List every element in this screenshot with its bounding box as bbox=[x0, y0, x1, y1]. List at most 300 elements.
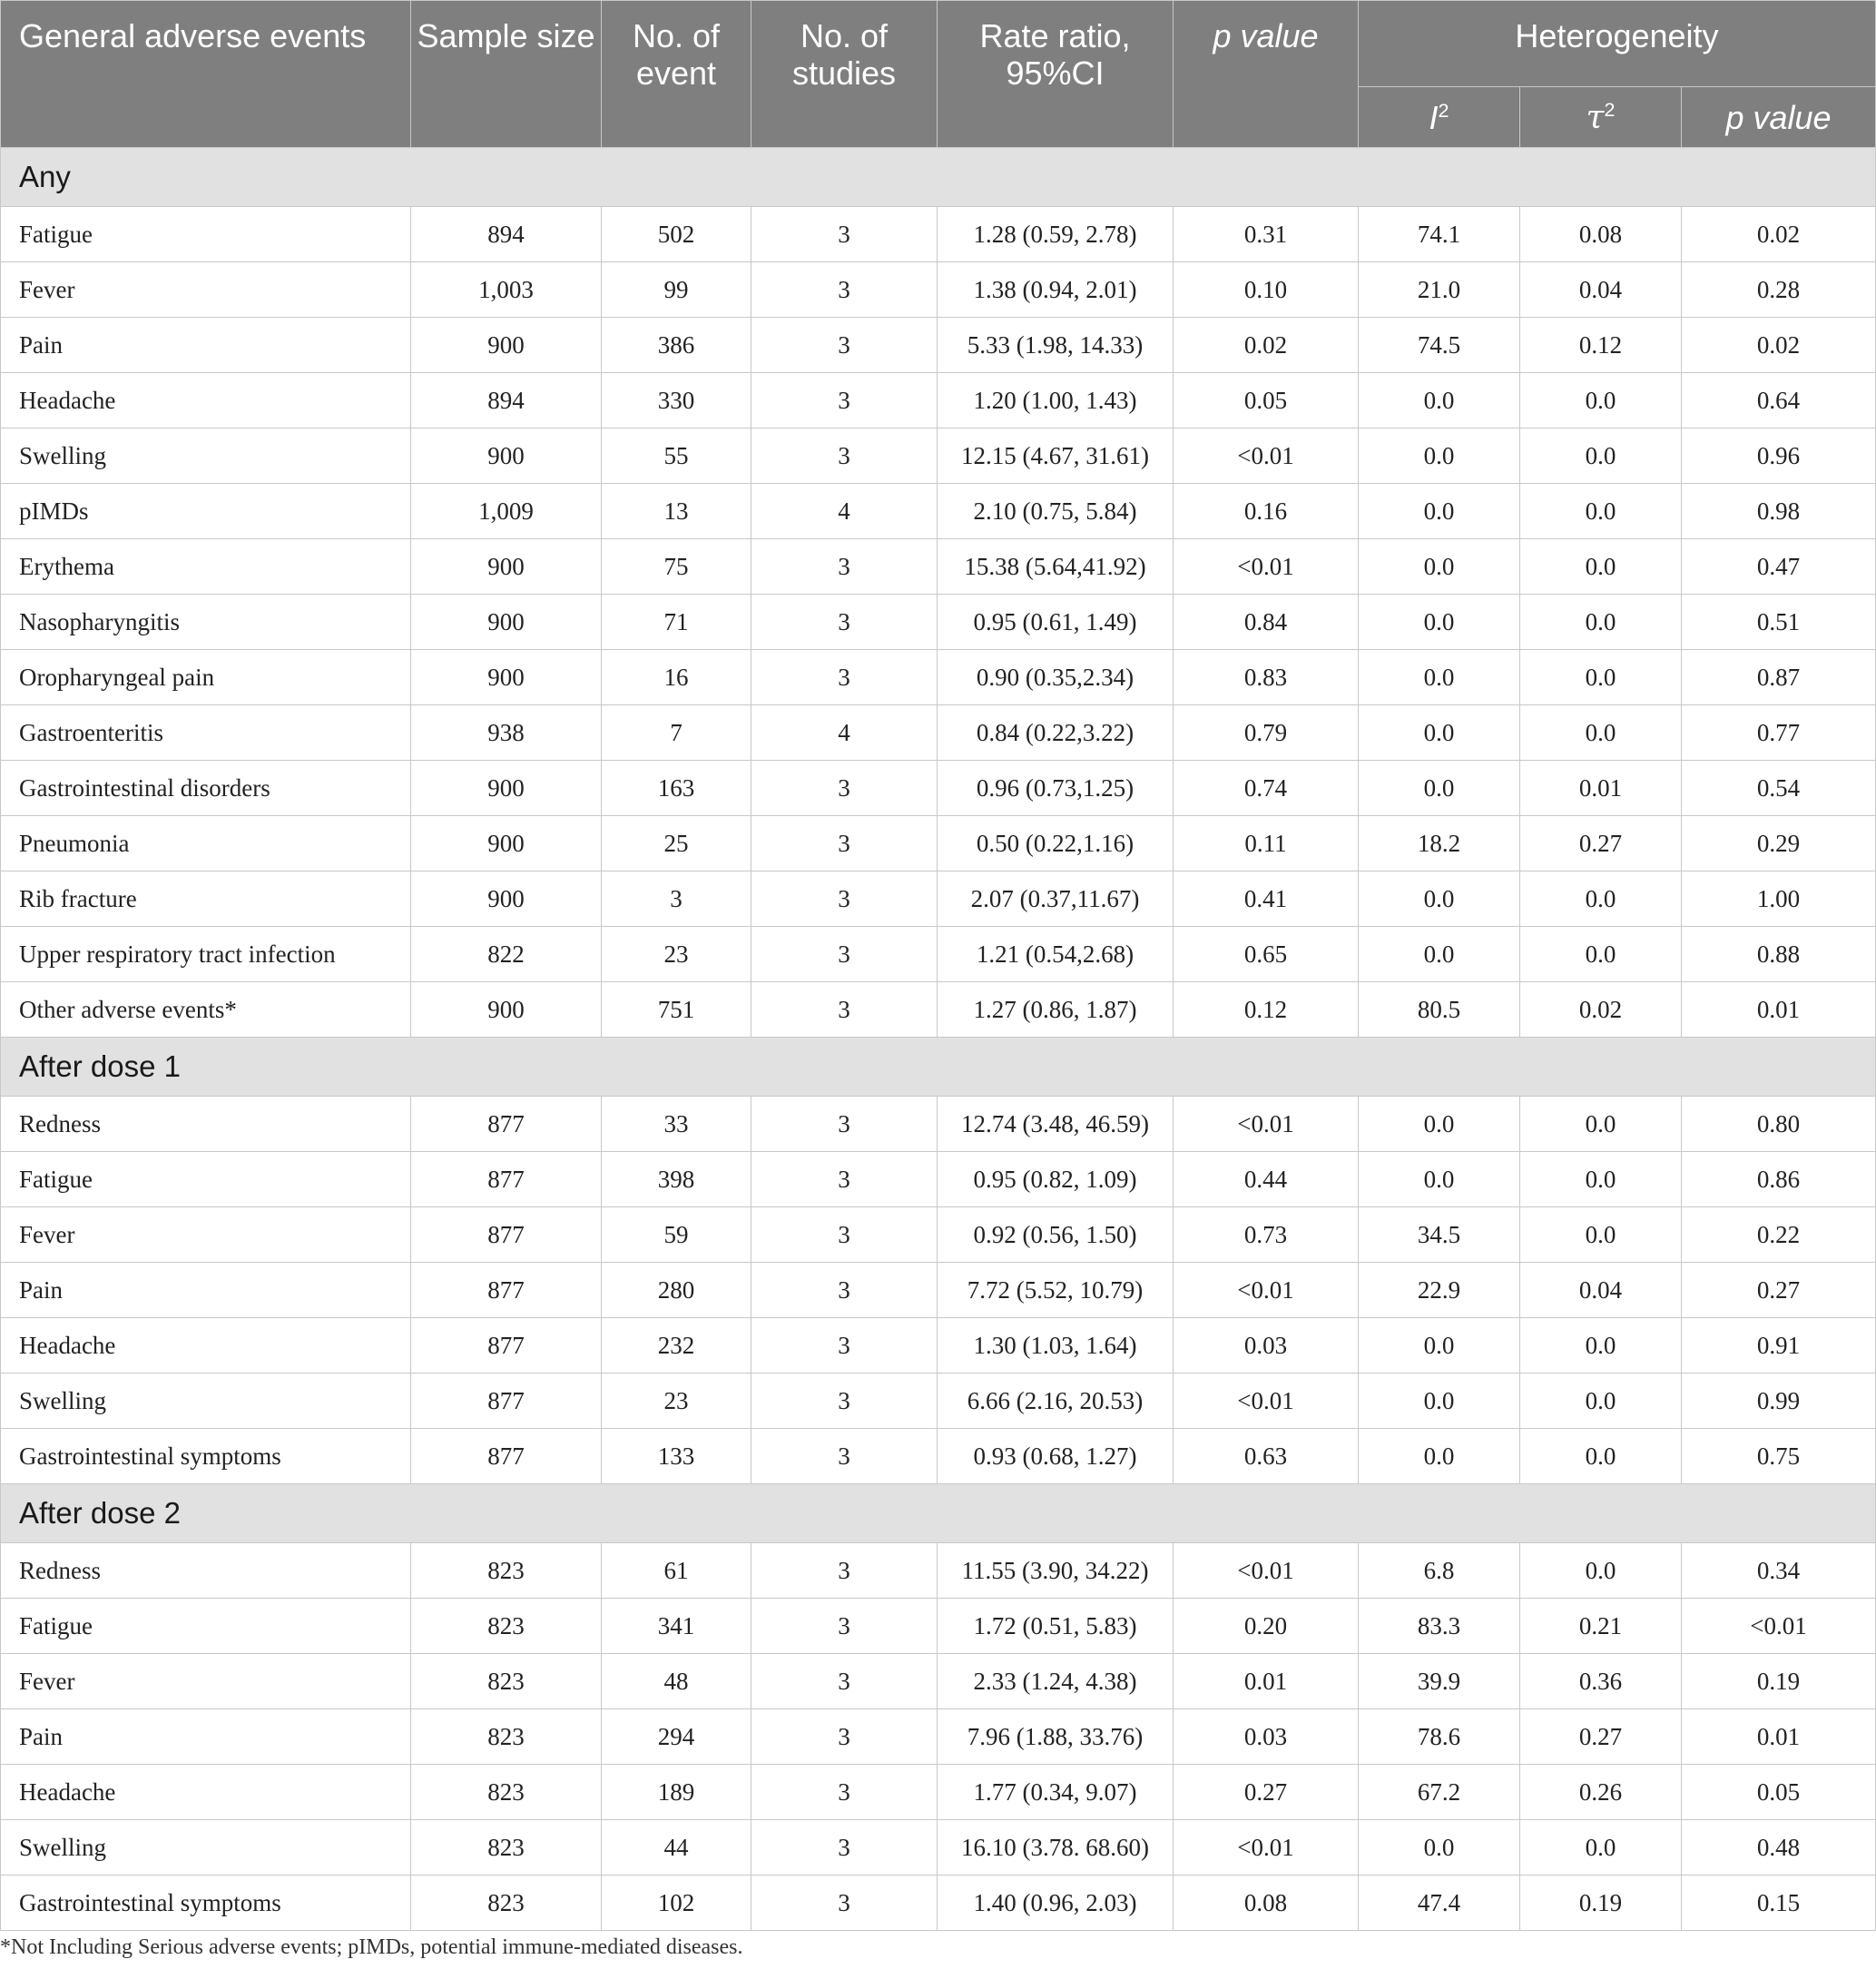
cell-tau2-value: 0.04 bbox=[1520, 262, 1682, 318]
cell-no-studies: 3 bbox=[751, 1263, 938, 1318]
cell-no-studies: 3 bbox=[751, 1373, 938, 1429]
cell-i2-value: 83.3 bbox=[1359, 1599, 1520, 1654]
cell-i2-value: 0.0 bbox=[1359, 1373, 1520, 1429]
cell-het-p-value: <0.01 bbox=[1682, 1599, 1876, 1654]
cell-no-event: 330 bbox=[602, 373, 751, 428]
cell-event-name: Headache bbox=[1, 373, 411, 428]
cell-sample-size: 900 bbox=[411, 539, 602, 595]
cell-het-p-value: 0.99 bbox=[1682, 1373, 1876, 1429]
cell-no-studies: 3 bbox=[751, 1207, 938, 1263]
cell-i2-value: 74.5 bbox=[1359, 318, 1520, 373]
header-no-event: No. of event bbox=[602, 1, 751, 148]
header-i2-symbol: I bbox=[1429, 98, 1439, 136]
table-row bbox=[1, 1263, 1876, 1318]
cell-het-p-value: 0.87 bbox=[1682, 650, 1876, 705]
cell-rate-ratio: 0.90 (0.35,2.34) bbox=[938, 650, 1174, 705]
cell-no-studies: 3 bbox=[751, 1876, 938, 1931]
cell-no-studies: 3 bbox=[751, 1097, 938, 1152]
cell-i2-value: 0.0 bbox=[1359, 761, 1520, 816]
cell-rate-ratio: 2.10 (0.75, 5.84) bbox=[938, 484, 1174, 539]
cell-rate-ratio: 2.07 (0.37,11.67) bbox=[938, 871, 1174, 927]
table-row bbox=[1, 1152, 1876, 1207]
table-row bbox=[1, 1318, 1876, 1373]
cell-event-name: Pain bbox=[1, 1709, 411, 1765]
table-row bbox=[1, 373, 1876, 428]
cell-p-value: 0.12 bbox=[1174, 982, 1359, 1038]
cell-het-p-value: 0.51 bbox=[1682, 595, 1876, 650]
header-event: General adverse events bbox=[1, 1, 411, 148]
cell-rate-ratio: 11.55 (3.90, 34.22) bbox=[938, 1543, 1174, 1599]
cell-i2-value: 0.0 bbox=[1359, 1820, 1520, 1876]
cell-no-event: 7 bbox=[602, 705, 751, 761]
cell-het-p-value: 0.01 bbox=[1682, 1709, 1876, 1765]
cell-p-value: 0.08 bbox=[1174, 1876, 1359, 1931]
cell-no-studies: 3 bbox=[751, 871, 938, 927]
cell-het-p-value: 0.19 bbox=[1682, 1654, 1876, 1709]
cell-tau2-value: 0.0 bbox=[1520, 595, 1682, 650]
cell-p-value: 0.83 bbox=[1174, 650, 1359, 705]
header-het-p-label: p value bbox=[1725, 98, 1832, 136]
cell-p-value: 0.11 bbox=[1174, 816, 1359, 871]
cell-sample-size: 1,003 bbox=[411, 262, 602, 318]
cell-rate-ratio: 0.50 (0.22,1.16) bbox=[938, 816, 1174, 871]
cell-event-name: Headache bbox=[1, 1765, 411, 1820]
cell-event-name: Nasopharyngitis bbox=[1, 595, 411, 650]
cell-sample-size: 877 bbox=[411, 1263, 602, 1318]
cell-no-event: 3 bbox=[602, 871, 751, 927]
cell-event-name: Pain bbox=[1, 1263, 411, 1318]
cell-p-value: 0.41 bbox=[1174, 871, 1359, 927]
cell-sample-size: 894 bbox=[411, 373, 602, 428]
cell-het-p-value: 1.00 bbox=[1682, 871, 1876, 927]
cell-event-name: Other adverse events* bbox=[1, 982, 411, 1038]
cell-no-event: 59 bbox=[602, 1207, 751, 1263]
cell-sample-size: 900 bbox=[411, 816, 602, 871]
cell-no-event: 75 bbox=[602, 539, 751, 595]
cell-event-name: Fever bbox=[1, 1654, 411, 1709]
cell-i2-value: 0.0 bbox=[1359, 871, 1520, 927]
table-row bbox=[1, 1765, 1876, 1820]
cell-sample-size: 823 bbox=[411, 1765, 602, 1820]
cell-het-p-value: 0.02 bbox=[1682, 207, 1876, 262]
cell-p-value: <0.01 bbox=[1174, 1543, 1359, 1599]
cell-rate-ratio: 5.33 (1.98, 14.33) bbox=[938, 318, 1174, 373]
cell-rate-ratio: 2.33 (1.24, 4.38) bbox=[938, 1654, 1174, 1709]
table-row bbox=[1, 318, 1876, 373]
cell-event-name: Fatigue bbox=[1, 1152, 411, 1207]
cell-rate-ratio: 1.21 (0.54,2.68) bbox=[938, 927, 1174, 982]
table-row bbox=[1, 539, 1876, 595]
cell-no-event: 71 bbox=[602, 595, 751, 650]
cell-p-value: 0.03 bbox=[1174, 1318, 1359, 1373]
cell-het-p-value: 0.75 bbox=[1682, 1429, 1876, 1484]
cell-p-value: <0.01 bbox=[1174, 428, 1359, 484]
cell-sample-size: 877 bbox=[411, 1373, 602, 1429]
table-row bbox=[1, 705, 1876, 761]
table-row bbox=[1, 595, 1876, 650]
header-tau2-symbol: τ bbox=[1586, 99, 1605, 136]
cell-rate-ratio: 1.38 (0.94, 2.01) bbox=[938, 262, 1174, 318]
cell-event-name: Swelling bbox=[1, 1820, 411, 1876]
cell-event-name: Fatigue bbox=[1, 1599, 411, 1654]
cell-event-name: Fever bbox=[1, 1207, 411, 1263]
cell-sample-size: 823 bbox=[411, 1654, 602, 1709]
cell-no-event: 386 bbox=[602, 318, 751, 373]
cell-het-p-value: 0.91 bbox=[1682, 1318, 1876, 1373]
table-row bbox=[1, 1599, 1876, 1654]
cell-no-studies: 4 bbox=[751, 705, 938, 761]
cell-sample-size: 823 bbox=[411, 1876, 602, 1931]
table-row bbox=[1, 1654, 1876, 1709]
table-row bbox=[1, 816, 1876, 871]
cell-event-name: Rib fracture bbox=[1, 871, 411, 927]
header-no-studies: No. of studies bbox=[751, 1, 938, 148]
cell-rate-ratio: 0.93 (0.68, 1.27) bbox=[938, 1429, 1174, 1484]
cell-no-event: 48 bbox=[602, 1654, 751, 1709]
cell-sample-size: 900 bbox=[411, 428, 602, 484]
cell-het-p-value: 0.47 bbox=[1682, 539, 1876, 595]
cell-no-event: 294 bbox=[602, 1709, 751, 1765]
cell-rate-ratio: 0.95 (0.61, 1.49) bbox=[938, 595, 1174, 650]
cell-het-p-value: 0.34 bbox=[1682, 1543, 1876, 1599]
cell-no-studies: 3 bbox=[751, 262, 938, 318]
cell-no-studies: 3 bbox=[751, 816, 938, 871]
cell-rate-ratio: 12.15 (4.67, 31.61) bbox=[938, 428, 1174, 484]
cell-no-studies: 3 bbox=[751, 761, 938, 816]
cell-i2-value: 80.5 bbox=[1359, 982, 1520, 1038]
cell-p-value: <0.01 bbox=[1174, 1263, 1359, 1318]
cell-p-value: 0.01 bbox=[1174, 1654, 1359, 1709]
header-sample-size: Sample size bbox=[411, 1, 602, 148]
cell-i2-value: 22.9 bbox=[1359, 1263, 1520, 1318]
cell-rate-ratio: 1.20 (1.00, 1.43) bbox=[938, 373, 1174, 428]
table-row bbox=[1, 207, 1876, 262]
cell-rate-ratio: 15.38 (5.64,41.92) bbox=[938, 539, 1174, 595]
cell-i2-value: 47.4 bbox=[1359, 1876, 1520, 1931]
cell-sample-size: 822 bbox=[411, 927, 602, 982]
cell-i2-value: 67.2 bbox=[1359, 1765, 1520, 1820]
cell-no-studies: 3 bbox=[751, 1765, 938, 1820]
cell-tau2-value: 0.04 bbox=[1520, 1263, 1682, 1318]
header-i2-sup: 2 bbox=[1438, 98, 1449, 122]
cell-rate-ratio: 1.27 (0.86, 1.87) bbox=[938, 982, 1174, 1038]
table-row bbox=[1, 1709, 1876, 1765]
section-row bbox=[1, 1484, 1876, 1543]
cell-rate-ratio: 16.10 (3.78. 68.60) bbox=[938, 1820, 1174, 1876]
cell-no-studies: 3 bbox=[751, 595, 938, 650]
cell-i2-value: 39.9 bbox=[1359, 1654, 1520, 1709]
cell-het-p-value: 0.05 bbox=[1682, 1765, 1876, 1820]
cell-tau2-value: 0.0 bbox=[1520, 1820, 1682, 1876]
cell-tau2-value: 0.0 bbox=[1520, 539, 1682, 595]
cell-i2-value: 0.0 bbox=[1359, 1318, 1520, 1373]
cell-p-value: <0.01 bbox=[1174, 1097, 1359, 1152]
cell-p-value: 0.84 bbox=[1174, 595, 1359, 650]
cell-sample-size: 900 bbox=[411, 761, 602, 816]
cell-sample-size: 823 bbox=[411, 1820, 602, 1876]
cell-event-name: pIMDs bbox=[1, 484, 411, 539]
cell-tau2-value: 0.0 bbox=[1520, 705, 1682, 761]
cell-no-event: 61 bbox=[602, 1543, 751, 1599]
cell-event-name: Headache bbox=[1, 1318, 411, 1373]
cell-tau2-value: 0.0 bbox=[1520, 373, 1682, 428]
cell-i2-value: 21.0 bbox=[1359, 262, 1520, 318]
table-body bbox=[1, 148, 1876, 1931]
cell-rate-ratio: 1.72 (0.51, 5.83) bbox=[938, 1599, 1174, 1654]
cell-het-p-value: 0.54 bbox=[1682, 761, 1876, 816]
cell-rate-ratio: 0.92 (0.56, 1.50) bbox=[938, 1207, 1174, 1263]
table-row bbox=[1, 428, 1876, 484]
header-rate-ratio: Rate ratio, 95%CI bbox=[938, 1, 1174, 148]
cell-no-event: 280 bbox=[602, 1263, 751, 1318]
cell-i2-value: 78.6 bbox=[1359, 1709, 1520, 1765]
cell-het-p-value: 0.64 bbox=[1682, 373, 1876, 428]
cell-event-name: Upper respiratory tract infection bbox=[1, 927, 411, 982]
cell-i2-value: 0.0 bbox=[1359, 1429, 1520, 1484]
cell-p-value: 0.73 bbox=[1174, 1207, 1359, 1263]
cell-sample-size: 877 bbox=[411, 1152, 602, 1207]
cell-no-studies: 3 bbox=[751, 1654, 938, 1709]
cell-i2-value: 0.0 bbox=[1359, 705, 1520, 761]
header-tau2 bbox=[1520, 87, 1682, 148]
cell-sample-size: 877 bbox=[411, 1207, 602, 1263]
section-title: After dose 2 bbox=[1, 1484, 1876, 1543]
cell-het-p-value: 0.86 bbox=[1682, 1152, 1876, 1207]
cell-sample-size: 938 bbox=[411, 705, 602, 761]
cell-event-name: Fever bbox=[1, 262, 411, 318]
cell-no-studies: 3 bbox=[751, 1599, 938, 1654]
cell-p-value: <0.01 bbox=[1174, 1820, 1359, 1876]
table-row bbox=[1, 1876, 1876, 1931]
cell-het-p-value: 0.98 bbox=[1682, 484, 1876, 539]
table-row bbox=[1, 262, 1876, 318]
cell-rate-ratio: 12.74 (3.48, 46.59) bbox=[938, 1097, 1174, 1152]
cell-sample-size: 1,009 bbox=[411, 484, 602, 539]
cell-no-event: 16 bbox=[602, 650, 751, 705]
cell-tau2-value: 0.0 bbox=[1520, 871, 1682, 927]
cell-no-event: 232 bbox=[602, 1318, 751, 1373]
cell-no-event: 23 bbox=[602, 1373, 751, 1429]
table-row bbox=[1, 761, 1876, 816]
cell-tau2-value: 0.0 bbox=[1520, 428, 1682, 484]
cell-no-event: 99 bbox=[602, 262, 751, 318]
table-row bbox=[1, 1097, 1876, 1152]
cell-het-p-value: 0.77 bbox=[1682, 705, 1876, 761]
cell-event-name: Swelling bbox=[1, 1373, 411, 1429]
cell-no-event: 133 bbox=[602, 1429, 751, 1484]
cell-no-event: 751 bbox=[602, 982, 751, 1038]
cell-rate-ratio: 6.66 (2.16, 20.53) bbox=[938, 1373, 1174, 1429]
cell-no-event: 23 bbox=[602, 927, 751, 982]
cell-het-p-value: 0.22 bbox=[1682, 1207, 1876, 1263]
cell-tau2-value: 0.0 bbox=[1520, 1429, 1682, 1484]
cell-p-value: 0.65 bbox=[1174, 927, 1359, 982]
cell-p-value: <0.01 bbox=[1174, 539, 1359, 595]
cell-event-name: Pain bbox=[1, 318, 411, 373]
cell-event-name: Gastrointestinal symptoms bbox=[1, 1876, 411, 1931]
cell-i2-value: 0.0 bbox=[1359, 539, 1520, 595]
cell-no-studies: 3 bbox=[751, 1318, 938, 1373]
cell-i2-value: 18.2 bbox=[1359, 816, 1520, 871]
section-row bbox=[1, 1038, 1876, 1097]
cell-p-value: 0.03 bbox=[1174, 1709, 1359, 1765]
cell-het-p-value: 0.01 bbox=[1682, 982, 1876, 1038]
cell-het-p-value: 0.02 bbox=[1682, 318, 1876, 373]
cell-tau2-value: 0.12 bbox=[1520, 318, 1682, 373]
cell-rate-ratio: 1.77 (0.34, 9.07) bbox=[938, 1765, 1174, 1820]
cell-no-event: 189 bbox=[602, 1765, 751, 1820]
cell-no-studies: 3 bbox=[751, 318, 938, 373]
cell-no-studies: 4 bbox=[751, 484, 938, 539]
cell-i2-value: 0.0 bbox=[1359, 595, 1520, 650]
cell-p-value: 0.10 bbox=[1174, 262, 1359, 318]
cell-tau2-value: 0.0 bbox=[1520, 1373, 1682, 1429]
cell-rate-ratio: 7.96 (1.88, 33.76) bbox=[938, 1709, 1174, 1765]
cell-tau2-value: 0.26 bbox=[1520, 1765, 1682, 1820]
cell-het-p-value: 0.96 bbox=[1682, 428, 1876, 484]
table-row bbox=[1, 927, 1876, 982]
cell-no-studies: 3 bbox=[751, 650, 938, 705]
cell-i2-value: 34.5 bbox=[1359, 1207, 1520, 1263]
cell-no-event: 102 bbox=[602, 1876, 751, 1931]
cell-tau2-value: 0.0 bbox=[1520, 1207, 1682, 1263]
cell-no-event: 33 bbox=[602, 1097, 751, 1152]
section-row bbox=[1, 148, 1876, 207]
cell-i2-value: 0.0 bbox=[1359, 484, 1520, 539]
cell-no-studies: 3 bbox=[751, 373, 938, 428]
cell-tau2-value: 0.0 bbox=[1520, 1318, 1682, 1373]
cell-no-studies: 3 bbox=[751, 1543, 938, 1599]
cell-no-studies: 3 bbox=[751, 927, 938, 982]
table-row bbox=[1, 871, 1876, 927]
cell-no-event: 502 bbox=[602, 207, 751, 262]
header-het-p-value bbox=[1682, 87, 1876, 148]
table-row bbox=[1, 982, 1876, 1038]
cell-tau2-value: 0.21 bbox=[1520, 1599, 1682, 1654]
cell-tau2-value: 0.19 bbox=[1520, 1876, 1682, 1931]
cell-het-p-value: 0.27 bbox=[1682, 1263, 1876, 1318]
section-title: Any bbox=[1, 148, 1876, 207]
cell-i2-value: 0.0 bbox=[1359, 927, 1520, 982]
cell-no-studies: 3 bbox=[751, 1429, 938, 1484]
table-row bbox=[1, 1207, 1876, 1263]
cell-tau2-value: 0.0 bbox=[1520, 1152, 1682, 1207]
cell-het-p-value: 0.48 bbox=[1682, 1820, 1876, 1876]
cell-event-name: Pneumonia bbox=[1, 816, 411, 871]
footnote: *Not Including Serious adverse events; pIMDs, potential immune-mediated diseases. bbox=[0, 1935, 743, 1959]
cell-tau2-value: 0.0 bbox=[1520, 650, 1682, 705]
cell-event-name: Gastrointestinal disorders bbox=[1, 761, 411, 816]
cell-event-name: Fatigue bbox=[1, 207, 411, 262]
cell-no-event: 13 bbox=[602, 484, 751, 539]
cell-sample-size: 823 bbox=[411, 1543, 602, 1599]
cell-no-studies: 3 bbox=[751, 982, 938, 1038]
cell-no-studies: 3 bbox=[751, 207, 938, 262]
cell-i2-value: 0.0 bbox=[1359, 373, 1520, 428]
cell-sample-size: 900 bbox=[411, 982, 602, 1038]
cell-no-event: 163 bbox=[602, 761, 751, 816]
table-header bbox=[1, 1, 1876, 148]
cell-no-studies: 3 bbox=[751, 1152, 938, 1207]
cell-no-studies: 3 bbox=[751, 428, 938, 484]
cell-rate-ratio: 1.40 (0.96, 2.03) bbox=[938, 1876, 1174, 1931]
header-heterogeneity: Heterogeneity bbox=[1359, 1, 1876, 87]
cell-p-value: 0.63 bbox=[1174, 1429, 1359, 1484]
cell-rate-ratio: 7.72 (5.52, 10.79) bbox=[938, 1263, 1174, 1318]
cell-sample-size: 877 bbox=[411, 1429, 602, 1484]
cell-rate-ratio: 0.84 (0.22,3.22) bbox=[938, 705, 1174, 761]
cell-p-value: 0.05 bbox=[1174, 373, 1359, 428]
cell-no-event: 55 bbox=[602, 428, 751, 484]
cell-rate-ratio: 1.30 (1.03, 1.64) bbox=[938, 1318, 1174, 1373]
cell-tau2-value: 0.27 bbox=[1520, 1709, 1682, 1765]
cell-sample-size: 900 bbox=[411, 595, 602, 650]
cell-p-value: 0.31 bbox=[1174, 207, 1359, 262]
table-row bbox=[1, 650, 1876, 705]
cell-i2-value: 0.0 bbox=[1359, 428, 1520, 484]
cell-no-event: 341 bbox=[602, 1599, 751, 1654]
table-row bbox=[1, 484, 1876, 539]
cell-p-value: 0.20 bbox=[1174, 1599, 1359, 1654]
cell-het-p-value: 0.29 bbox=[1682, 816, 1876, 871]
cell-no-studies: 3 bbox=[751, 539, 938, 595]
cell-event-name: Redness bbox=[1, 1097, 411, 1152]
table-row bbox=[1, 1543, 1876, 1599]
cell-i2-value: 0.0 bbox=[1359, 650, 1520, 705]
cell-no-studies: 3 bbox=[751, 1709, 938, 1765]
cell-tau2-value: 0.01 bbox=[1520, 761, 1682, 816]
cell-event-name: Swelling bbox=[1, 428, 411, 484]
section-title: After dose 1 bbox=[1, 1038, 1876, 1097]
cell-i2-value: 6.8 bbox=[1359, 1543, 1520, 1599]
cell-het-p-value: 0.80 bbox=[1682, 1097, 1876, 1152]
cell-no-event: 44 bbox=[602, 1820, 751, 1876]
cell-sample-size: 877 bbox=[411, 1097, 602, 1152]
header-p-value: p value bbox=[1174, 1, 1359, 148]
cell-event-name: Redness bbox=[1, 1543, 411, 1599]
cell-tau2-value: 0.0 bbox=[1520, 927, 1682, 982]
cell-sample-size: 877 bbox=[411, 1318, 602, 1373]
table-row bbox=[1, 1429, 1876, 1484]
cell-tau2-value: 0.36 bbox=[1520, 1654, 1682, 1709]
cell-event-name: Erythema bbox=[1, 539, 411, 595]
cell-het-p-value: 0.88 bbox=[1682, 927, 1876, 982]
table-row bbox=[1, 1373, 1876, 1429]
header-i2 bbox=[1359, 87, 1520, 148]
cell-event-name: Oropharyngeal pain bbox=[1, 650, 411, 705]
cell-p-value: 0.44 bbox=[1174, 1152, 1359, 1207]
cell-tau2-value: 0.08 bbox=[1520, 207, 1682, 262]
cell-sample-size: 900 bbox=[411, 318, 602, 373]
cell-p-value: 0.16 bbox=[1174, 484, 1359, 539]
cell-sample-size: 823 bbox=[411, 1709, 602, 1765]
cell-sample-size: 894 bbox=[411, 207, 602, 262]
cell-sample-size: 823 bbox=[411, 1599, 602, 1654]
cell-rate-ratio: 1.28 (0.59, 2.78) bbox=[938, 207, 1174, 262]
cell-i2-value: 74.1 bbox=[1359, 207, 1520, 262]
cell-event-name: Gastrointestinal symptoms bbox=[1, 1429, 411, 1484]
cell-rate-ratio: 0.95 (0.82, 1.09) bbox=[938, 1152, 1174, 1207]
cell-tau2-value: 0.0 bbox=[1520, 484, 1682, 539]
cell-het-p-value: 0.28 bbox=[1682, 262, 1876, 318]
cell-het-p-value: 0.15 bbox=[1682, 1876, 1876, 1931]
table-row bbox=[1, 1820, 1876, 1876]
cell-event-name: Gastroenteritis bbox=[1, 705, 411, 761]
cell-sample-size: 900 bbox=[411, 871, 602, 927]
cell-no-event: 25 bbox=[602, 816, 751, 871]
cell-p-value: 0.74 bbox=[1174, 761, 1359, 816]
cell-rate-ratio: 0.96 (0.73,1.25) bbox=[938, 761, 1174, 816]
